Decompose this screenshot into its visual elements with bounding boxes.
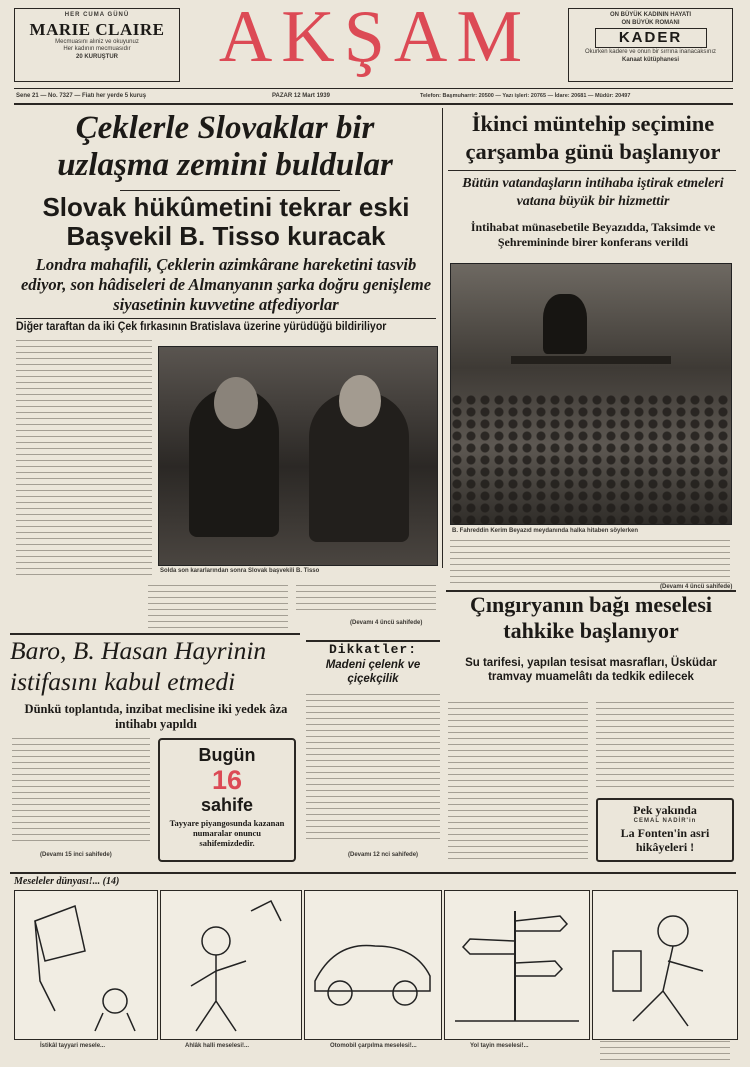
serial-title: La Fonten'in asri hikâyeleri ! <box>620 825 710 854</box>
bugun-line1: Bugün <box>198 745 256 765</box>
lead-body-text-3 <box>296 585 436 615</box>
election-crowd <box>451 394 731 524</box>
ad-top-line: HER CUMA GÜNÜ <box>64 12 130 18</box>
infoline-date: PAZAR 12 Mart 1939 <box>272 93 330 99</box>
column-divider <box>442 108 443 568</box>
election-caption: B. Fahreddin Kerim Beyazıd meydanında halka hitaben söylerken <box>452 528 639 534</box>
lead-photo <box>158 346 438 566</box>
election-headline: İkinci müntehip seçimine çarşamba günü başlanıyor <box>465 111 721 164</box>
election-body-text <box>450 540 730 584</box>
cartoon-drawing-2 <box>161 891 301 1039</box>
infoline-left: Sene 21 — No. 7327 — Fiatı her yerde 5 kuruş <box>16 93 147 99</box>
marie-claire-ad <box>14 8 180 82</box>
bugun-line2: sahife <box>200 795 254 815</box>
kader-line: Okurken kadere ve onun bir sırrına inanacaksınız <box>584 49 717 55</box>
lead-body-text-2 <box>148 585 288 629</box>
baro-continued: (Devamı 15 inci sahifede) <box>40 852 112 858</box>
infoline-rule-bottom <box>14 103 733 105</box>
lead-subheadline: Slovak hükûmetini tekrar eski Başvekil B. Tisso kuracak <box>42 192 410 251</box>
kader-top-1: ON BÜYÜK KADININ HAYATI <box>609 12 692 18</box>
baro-body-text <box>12 738 150 846</box>
dikkatler-continued: (Devamı 12 nci sahifede) <box>348 852 419 858</box>
cingiraklik-sub: Su tarifesi, yapılan tesisat masrafları, Üsküdar tramvay muamelâtı da tedkik edilecek <box>465 657 717 683</box>
baro-headline: Baro, B. Hasan Hayrinin istifasını kabul etmedi <box>10 636 267 696</box>
cartoon-caption-4: Yol tayin meselesi!... <box>470 1043 529 1049</box>
baro-sub: Dünkü toplantıda, inzibat meclisine iki yedek âza intihabı yapıldı <box>24 702 288 731</box>
ad-line-2: Her kadının mecmuasıdır <box>63 46 131 52</box>
lead-rule-1 <box>120 190 340 191</box>
cartoon-panel-3 <box>304 890 442 1040</box>
cartoon-caption-5-text <box>600 1041 730 1063</box>
cartoon-drawing-1 <box>15 891 157 1039</box>
infoline-right: Telefon: Başmuharrir: 20500 — Yazı işleri: 20765 — İdare: 20681 — Müdür: 20497 <box>420 93 631 99</box>
ad-brand: MARIE CLAIRE <box>29 19 165 39</box>
cartoon-drawing-3 <box>305 891 441 1039</box>
cartoon-drawing-5 <box>593 891 737 1039</box>
dikkatler-title: Dikkatler: <box>328 642 417 657</box>
kader-ad <box>568 8 733 82</box>
lead-rule-2 <box>16 318 436 319</box>
kader-brand: KADER <box>595 28 707 48</box>
lead-headline: Çeklerle Slovaklar bir uzlaşma zemini buldular <box>57 110 393 183</box>
lead-photo-caption: Solda son kararlarından sonra Slovak başvekili B. Tisso <box>160 568 320 574</box>
ad-line-1: Mecmuasını alıniz ve okuyunuz <box>55 38 139 45</box>
bugun-box <box>158 738 296 862</box>
dikkatler-sub: Madeni çelenk ve çiçekçilik <box>325 659 421 685</box>
cartoon-caption-1: İstikâl tayyari mesele... <box>40 1043 106 1049</box>
ad-price: 20 KURUŞTUR <box>75 53 118 60</box>
serial-author: CEMAL NADİR'in <box>633 818 697 824</box>
cartoon-drawing-4 <box>445 891 589 1039</box>
election-deck: Bütün vatandaşların intihaba iştirak etmeleri vatana büyük bir hizmettir <box>462 176 724 209</box>
cingiraklik-body-text <box>448 702 588 862</box>
lead-continued: (Devamı 4 üncü sahifede) <box>350 620 423 626</box>
kader-bottom: Kanaat kütüphanesi <box>621 56 679 63</box>
cartoon-panel-1 <box>14 890 158 1040</box>
cartoon-rule <box>10 872 736 874</box>
bugun-note: Tayyare piyangosunda kazanan numaralar onuncu sahifemizdedir. <box>169 818 285 848</box>
serial-box <box>596 798 734 862</box>
cingiraklik-body-text-2 <box>596 702 734 792</box>
election-podium <box>511 356 671 364</box>
election-photo <box>450 263 732 525</box>
cartoon-caption-2: Ahlâk halli meselesi!... <box>185 1043 250 1049</box>
photo-face-left <box>214 377 258 429</box>
election-sub: İntihabat münasebetile Beyazıdda, Taksimde ve Şehremininde birer konferans verildi <box>470 220 716 249</box>
dikkatler-body-text <box>306 694 440 844</box>
infoline-rule-top <box>14 88 733 89</box>
bugun-number: 16 <box>211 765 243 795</box>
cartoon-title: Meseleler dünyası!... (14) <box>14 876 120 887</box>
lead-deck: Londra mahafili, Çeklerin azimkârane hareketini tasvib ediyor, son hâdiseleri de Almanyanın şarka doğru genişleme siyasetinin kuvvetine atfediyorlar <box>20 255 432 314</box>
cartoon-caption-3: Otomobil çarpılma meselesi!... <box>330 1043 417 1049</box>
cartoon-panel-5 <box>592 890 738 1040</box>
election-speaker <box>543 294 587 354</box>
cingiraklik-headline: Çıngıryanın bağı meselesi tahkike başlanıyor <box>469 592 712 643</box>
cartoon-panel-4 <box>444 890 590 1040</box>
photo-face-right <box>339 375 381 427</box>
kader-top-2: ON BÜYÜK ROMANI <box>621 19 680 26</box>
election-rule <box>448 170 736 171</box>
masthead-title: AKŞAM <box>218 0 532 78</box>
serial-label: Pek yakında <box>633 803 697 817</box>
lead-body-text <box>16 340 152 580</box>
cartoon-panel-2 <box>160 890 302 1040</box>
lead-kicker: Diğer taraftan da iki Çek fırkasının Bratislava üzerine yürüdüğü bildiriliyor <box>16 321 387 333</box>
election-continued: (Devamı 4 üncü sahifede) <box>660 584 733 590</box>
